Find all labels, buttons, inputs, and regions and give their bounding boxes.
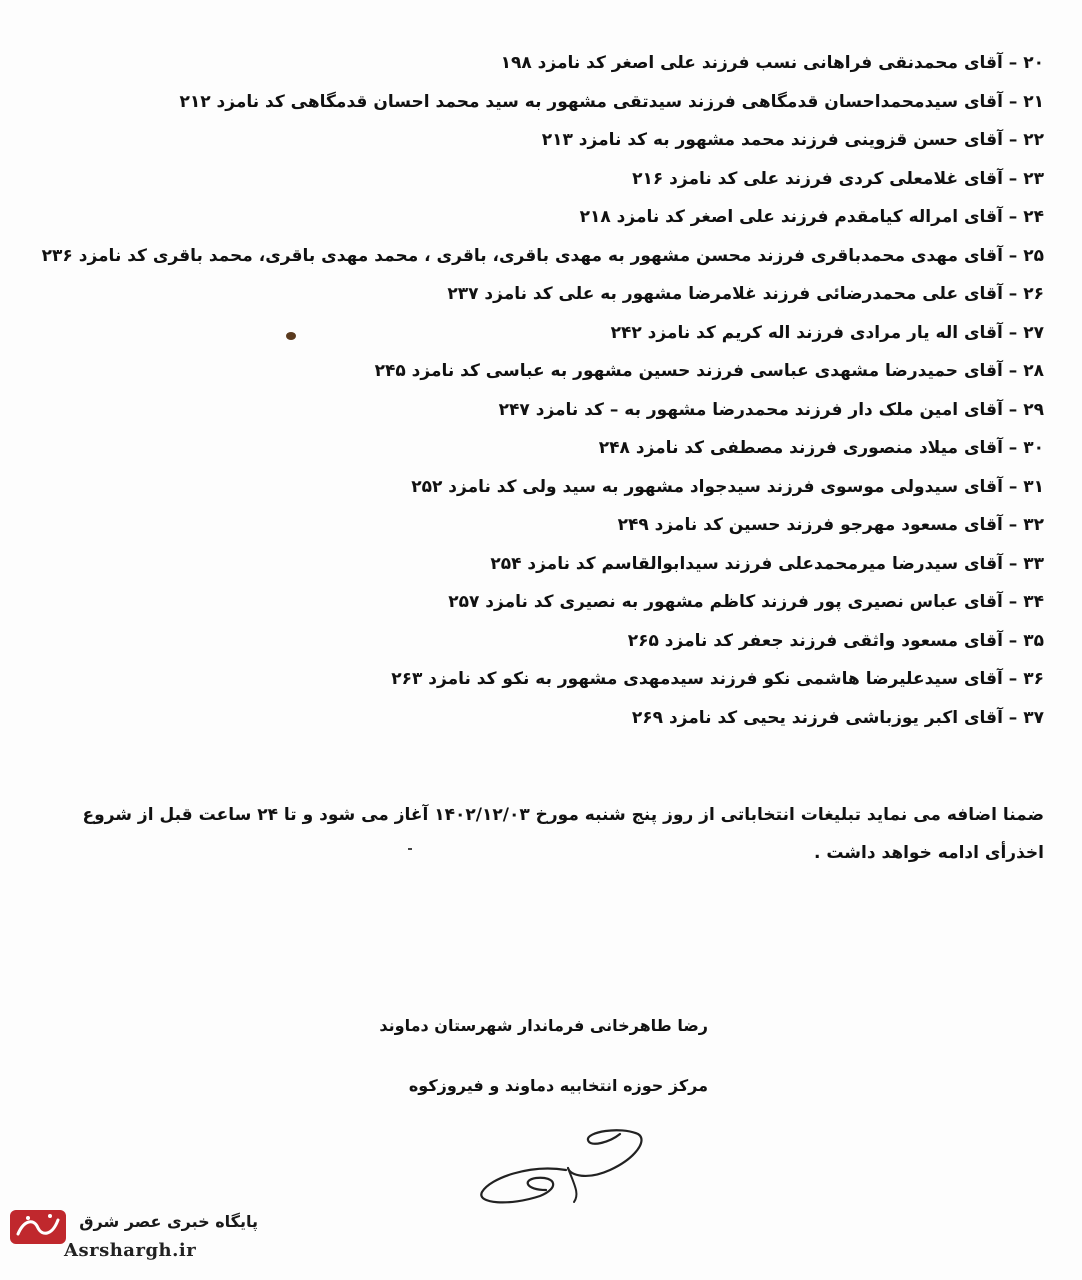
paper-mark — [408, 848, 412, 850]
campaign-note — [34, 796, 1044, 872]
candidate-list — [34, 44, 1044, 737]
candidate-line: ۳۴ – آقای عباس نصیری پور فرزند کاظم مشهور به نصیری کد نامزد ۲۵۷ — [448, 592, 1044, 612]
governor-signatory: رضا طاهرخانی فرماندار شهرستان دماوند — [379, 1016, 708, 1035]
paper-speck — [286, 332, 296, 340]
handwritten-signature — [470, 1120, 650, 1210]
news-watermark — [8, 1206, 258, 1274]
candidate-line: ۳۳ – آقای سیدرضا میرمحمدعلی فرزند سیدابوالقاسم کد نامزد ۲۵۴ — [490, 553, 1044, 574]
candidate-line: ۲۵ – آقای مهدی محمدباقری فرزند محسن مشهور به مهدی باقری، باقری ، محمد مهدی باقری، محمد باقری کد نامزد ۲۳۶ — [41, 245, 1044, 266]
candidate-line: ۲۲ – آقای حسن قزوینی فرزند محمد مشهور به کد نامزد ۲۱۳ — [541, 130, 1044, 150]
campaign-note-line-1: ضمنا اضافه می نماید تبلیغات انتخاباتی از روز پنج شنبه مورخ ۱۴۰۲/۱۲/۰۳ آغاز می شود و تا ۲۴ ساعت قبل از شروع — [82, 805, 1044, 825]
watermark-url: Asrshargh.ir — [64, 1240, 197, 1261]
candidate-line: ۳۵ – آقای مسعود واثقی فرزند جعفر کد نامزد ۲۶۵ — [627, 630, 1044, 651]
candidate-line: ۳۷ – آقای اکبر یوزباشی فرزند یحیی کد نامزد ۲۶۹ — [631, 707, 1044, 728]
candidate-line: ۲۶ – آقای علی محمدرضائی فرزند غلامرضا مشهور به علی کد نامزد ۲۳۷ — [447, 284, 1044, 304]
candidate-line: ۲۴ – آقای امراله کیامقدم فرزند علی اصغر کد نامزد ۲۱۸ — [579, 207, 1044, 227]
candidate-line: ۳۲ – آقای مسعود مهرجو فرزند حسین کد نامزد ۲۴۹ — [617, 515, 1044, 535]
candidate-line: ۲۱ – آقای سیدمحمداحسان قدمگاهی فرزند سیدتقی مشهور به سید محمد احسان قدمگاهی کد نامزد ۲۱۲ — [179, 91, 1044, 112]
asrshargh-logo — [8, 1206, 68, 1250]
candidate-line: ۳۶ – آقای سیدعلیرضا هاشمی نکو فرزند سیدمهدی مشهور به نکو کد نامزد ۲۶۳ — [391, 669, 1044, 689]
campaign-note-line-2: اخذرأی ادامه خواهد داشت . — [813, 843, 1044, 863]
electoral-center: مرکز حوزه انتخابیه دماوند و فیروزکوه — [408, 1076, 708, 1095]
candidate-line: ۲۸ – آقای حمیدرضا مشهدی عباسی فرزند حسین مشهور به عباسی کد نامزد ۲۴۵ — [374, 361, 1044, 381]
watermark-title: پایگاه خبری عصر شرق — [79, 1212, 258, 1231]
candidate-line: ۲۰ – آقای محمدنقی فراهانی نسب فرزند علی اصغر کد نامزد ۱۹۸ — [500, 53, 1044, 73]
candidate-line: ۲۳ – آقای غلامعلی کردی فرزند علی کد نامزد ۲۱۶ — [632, 168, 1044, 189]
candidate-line: ۳۰ – آقای میلاد منصوری فرزند مصطفی کد نامزد ۲۴۸ — [598, 438, 1044, 458]
candidate-line: ۲۹ – آقای امین ملک دار فرزند محمدرضا مشهور به – کد نامزد ۲۴۷ — [498, 399, 1044, 420]
candidate-line: ۳۱ – آقای سیدولی موسوی فرزند سیدجواد مشهور به سید ولی کد نامزد ۲۵۲ — [411, 476, 1044, 497]
candidate-line: ۲۷ – آقای اله یار مرادی فرزند اله کریم کد نامزد ۲۴۲ — [610, 322, 1044, 343]
